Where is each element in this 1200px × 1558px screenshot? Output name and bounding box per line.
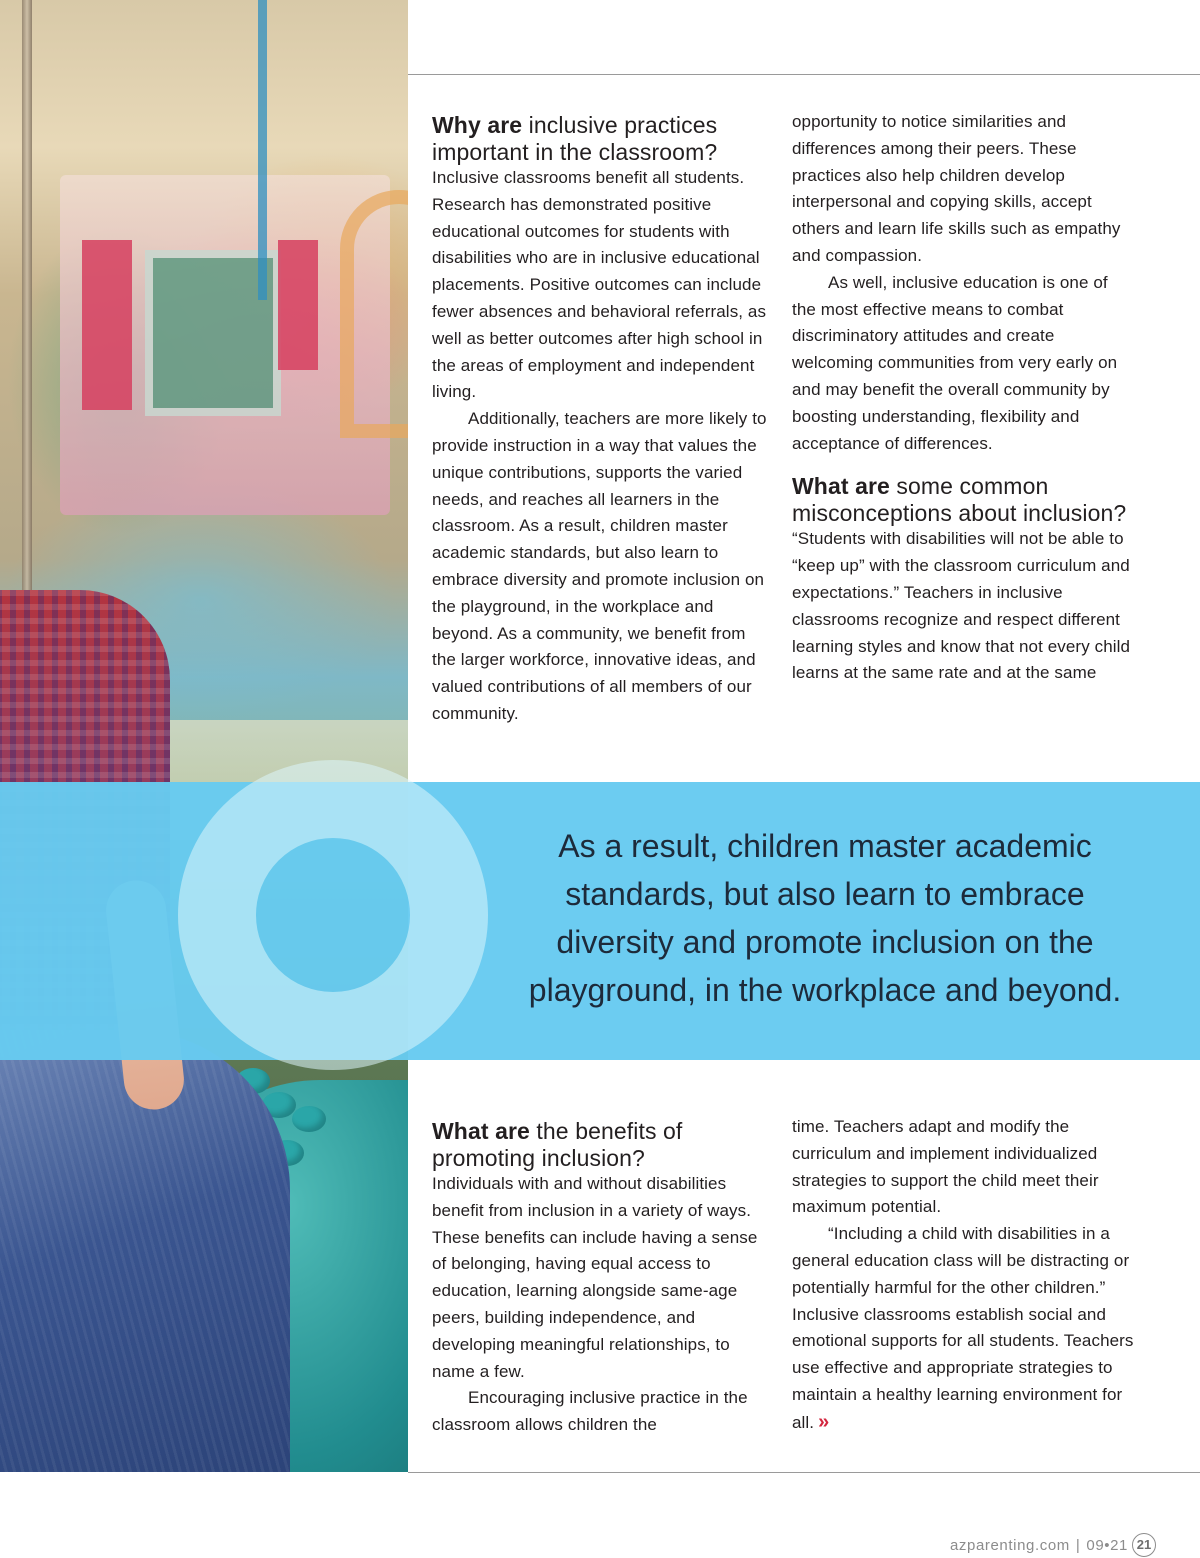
bottom-rule [408,1472,1200,1473]
footer-separator: | [1075,1536,1081,1554]
section-why-inclusive [432,112,772,728]
hero-photo [0,0,408,1472]
section-heading: Why are inclusive practices important in the classroom? [432,112,718,165]
top-rule [408,74,1200,75]
section-heading: What are some common misconceptions about inclusion? [792,473,1127,526]
end-of-article-mark: » [818,1410,830,1433]
pull-quote-line: diversity and promote inclusion on the [556,924,1094,960]
body-paragraph: Encouraging inclusive practice in the classroom allows children the [432,1388,748,1435]
climbing-rope [258,0,267,300]
body-paragraph: time. Teachers adapt and modify the curriculum and implement individualized strategies to support the child meet their maximum potential. [792,1117,1099,1217]
footer-site: azparenting.com [949,1536,1070,1554]
page-footer [950,1533,1156,1557]
body-paragraph: opportunity to notice similarities and differences among their peers. These practices also help children develop interpersonal and copying skills, accept others and learn life skills such as empathy and compassion. [792,112,1121,265]
section-benefits [432,1118,772,1439]
body-paragraph: Individuals with and without disabilities benefit from inclusion in a variety of ways. These benefits can include having a sense of belonging, having equal access to education, learning alongside same-age peers, building independence, and developing meaningful relationships, to name a few. [432,1174,758,1381]
column-right-bottom [792,1114,1134,1437]
pull-quote-line: As a result, children master academic [558,828,1092,864]
pull-quote [520,822,1130,1014]
page-number-badge: 21 [1132,1533,1156,1557]
body-paragraph: As well, inclusive education is one of the most effective means to combat discriminatory attitudes and create welcoming communities from very early on and may benefit the overall community by boosting understanding, flexibility and acceptance of differences. [792,272,1118,453]
playhouse-shutter [82,240,132,410]
footer-issue: 09•21 [1086,1536,1128,1554]
section-heading: What are the benefits of promoting inclusion? [432,1118,683,1171]
slide-grip [292,1106,326,1132]
body-paragraph: “Students with disabilities will not be able to “keep up” with the classroom curriculum and expectations.” Teachers in inclusive classrooms recognize and respect different learning styles and know that not every child learns at the same rate and at the same [792,529,1131,683]
playhouse-arch [340,190,408,438]
playhouse-shutter [278,240,318,370]
column-right-top [792,109,1132,687]
body-paragraph: Additionally, teachers are more likely to provide instruction in a way that values the unique contributions, supports the varied needs, and reaches all learners in the classroom. As a result, children master academic standards, but also learn to embrace diversity and promote inclusion on the playground, in the workplace and beyond. As a community, we benefit from the larger workforce, innovative ideas, and valued contributions of all members of our community. [432,409,767,723]
pull-quote-line: playground, in the workplace and beyond. [528,972,1122,1008]
decorative-ring [178,760,488,1070]
body-paragraph: Inclusive classrooms benefit all students. Research has demonstrated positive educational outcomes for students with disabilities who are in inclusive educational placements. Positive outcomes can include fewer absences and behavioral referrals, as well as better outcomes after high school in the areas of employment and independent living. [432,168,767,402]
pull-quote-line: standards, but also learn to embrace [565,876,1085,912]
playground-pole [22,0,32,600]
body-paragraph: “Including a child with disabilities in a general education class will be distracting or potentially harmful for the other children.” Inclusive classrooms establish social and emotional supports for all students. Teachers use effective and appropriate strategies to maintain a healthy learning environment for all. » [792,1224,1134,1433]
